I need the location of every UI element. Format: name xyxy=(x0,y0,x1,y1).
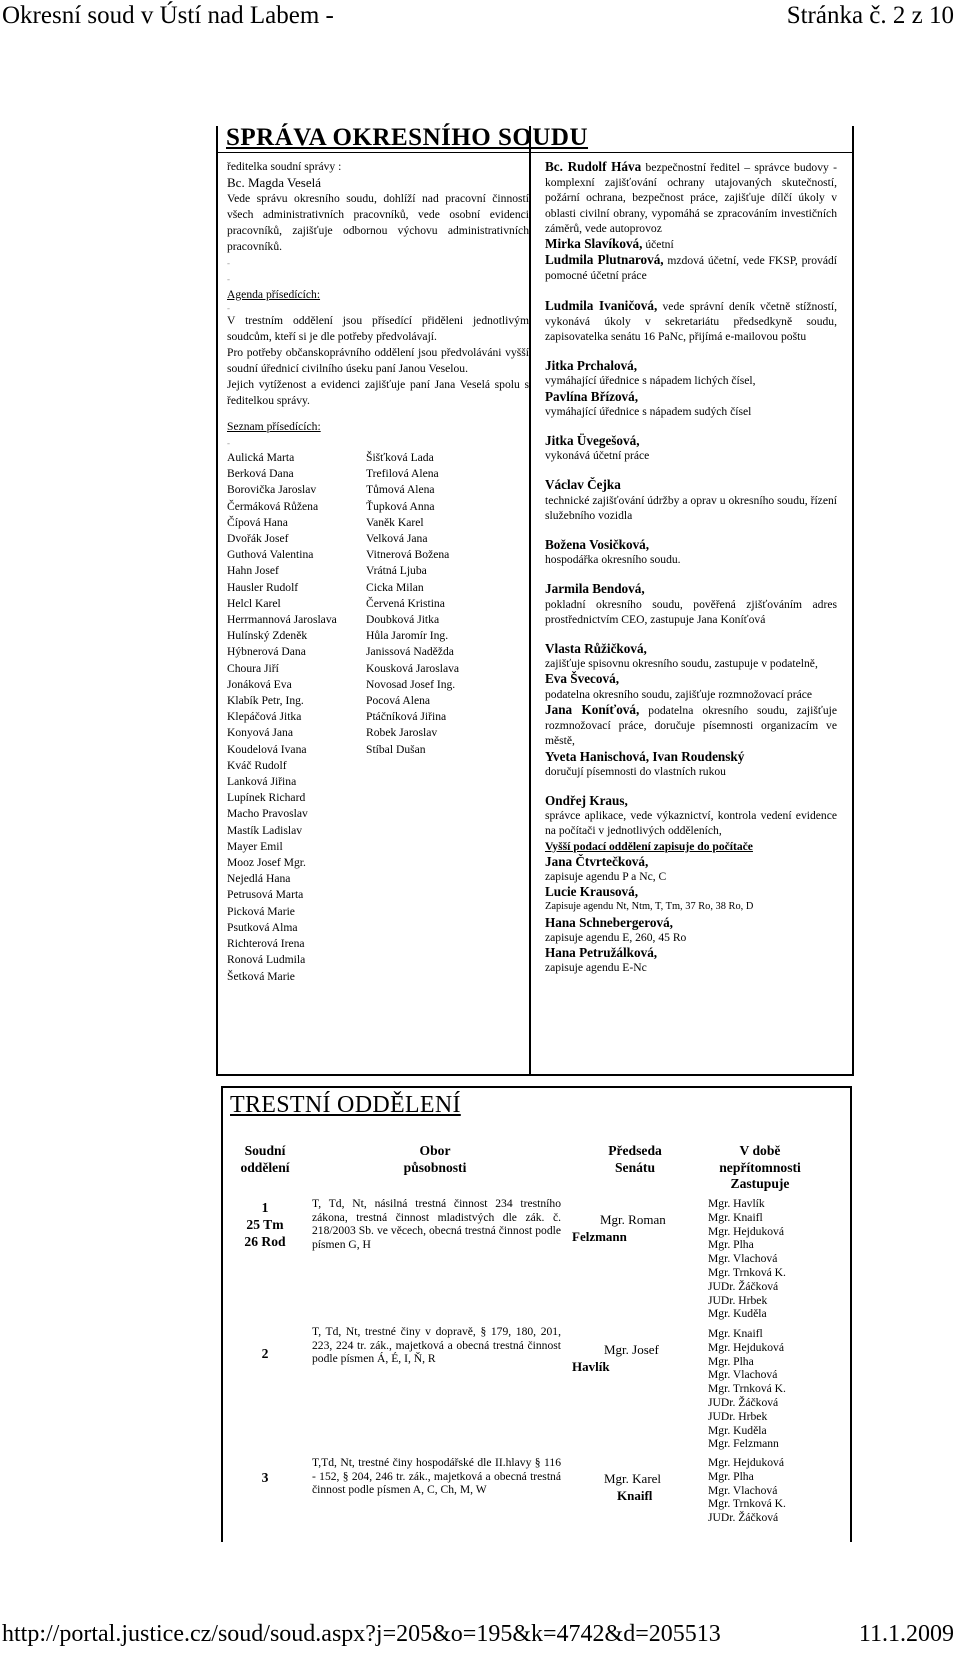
list-heading: Seznam přísedících: xyxy=(227,420,321,433)
assessor-name: Helcl Karel xyxy=(227,596,281,610)
assessor-name: Berková Dana xyxy=(227,467,294,481)
row1-scope: T, Td, Nt, násilná trestná činnost 234 trestního zákona, trestná činnost mladistvých dle zák. č. 218/2003 Sb. ve věcech, obecná trestná činnost podle písmen G, H xyxy=(312,1197,561,1251)
substitute-judge: Mgr. Felzmann xyxy=(708,1437,779,1451)
assessor-name: Tůmová Alena xyxy=(366,483,435,497)
assessor-name: Richterová Irena xyxy=(227,937,305,951)
staff-desc: zapisuje agendu P a Nc, C xyxy=(545,869,667,883)
substitute-judge: JUDr. Žáčková xyxy=(708,1279,779,1293)
assessor-name: Velková Jana xyxy=(366,532,428,546)
staff-name: Lucie Krausová, xyxy=(545,884,639,900)
substitute-judge: JUDr. Hrbek xyxy=(708,1409,768,1423)
staff-name: Jitka Prchalová, xyxy=(545,358,638,374)
substitute-judge: Mgr. Plha xyxy=(708,1469,754,1483)
substitute-judge: Mgr. Hejduková xyxy=(708,1340,784,1354)
assessor-name: Hýbnerová Dana xyxy=(227,645,306,659)
staff-name: Eva Švecová, xyxy=(545,671,619,687)
staff-desc: zajišťuje spisovnu okresního soudu, zastupuje v podatelně, xyxy=(545,657,818,671)
criminal-department-title: TRESTNÍ ODDĚLENÍ xyxy=(230,1092,461,1118)
staff-desc: mzdová účetní, vede FKSP, provádí pomocné účetní práce xyxy=(545,254,837,283)
administration-left-column xyxy=(227,159,529,451)
assessor-name: Mayer Emil xyxy=(227,839,283,853)
dash-line: - xyxy=(227,274,230,284)
footer-url: http://portal.justice.cz/soud/soud.aspx?j=205&o=195&k=4742&d=205513 xyxy=(2,1621,721,1647)
assessor-name: Guthová Valentina xyxy=(227,548,314,562)
assessor-name: Hulínský Zdeněk xyxy=(227,629,308,643)
staff-name: Ludmila Plutnarová, xyxy=(545,252,664,268)
assessors-list-col1 xyxy=(227,450,337,985)
staff-desc: technické zajišťování údržby a oprav u okresního soudu, řízení služebního vozidla xyxy=(545,493,837,522)
staff-desc: zapisuje agendu E, 260, 45 Ro xyxy=(545,930,687,944)
assessor-name: Hůla Jaromír Ing. xyxy=(366,629,449,643)
substitute-judge: Mgr. Plha xyxy=(708,1238,754,1252)
staff-name: Ondřej Kraus, xyxy=(545,792,628,808)
substitute-judge: Mgr. Trnková K. xyxy=(708,1382,786,1396)
substitute-judge: Mgr. Knaifl xyxy=(708,1327,763,1340)
staff-desc: vede správní deník včetně stížností, vykonává úkoly v sekretariátu předsedkyně soudu, zapisovatelka senátu 16 PaNc, přijímá e-mailovou poštu xyxy=(545,299,837,344)
assessor-name: Kousková Jaroslava xyxy=(366,661,460,675)
assessor-name: Čermáková Růžena xyxy=(227,499,319,513)
assessor-name: Macho Pravoslav xyxy=(227,807,308,821)
row1-chair: Mgr. Roman Felzmann xyxy=(572,1212,666,1244)
col-header-department: Soudní oddělení xyxy=(240,1143,290,1175)
assessor-name: Vaněk Karel xyxy=(366,515,424,529)
assessor-name: Dvořák Josef xyxy=(227,532,289,546)
assessor-name: Mooz Josef Mgr. xyxy=(227,856,306,870)
assessor-name: Konyová Jana xyxy=(227,726,294,740)
row1-substitutes xyxy=(708,1197,828,1321)
administration-title: SPRÁVA OKRESNÍHO SOUDU xyxy=(226,124,589,151)
assessor-name: Hahn Josef xyxy=(227,564,279,578)
administration-right-column xyxy=(545,159,837,975)
staff-name: Jana Čtvrtečková, xyxy=(545,853,649,869)
assessor-name: Mastík Ladislav xyxy=(227,823,303,837)
director-description: Vede správu okresního soudu, dohlíží nad pracovní činností všech administrativních pracovníků, vede osobní evidenci pracovníků, zajišťuje odbornou výchovu administrativních pracovníků. xyxy=(227,192,529,253)
staff-desc: podatelna okresního soudu, zajišťuje rozmnožovací práce xyxy=(545,687,813,701)
assessor-name: Picková Marie xyxy=(227,904,295,918)
assessor-name: Jonáková Eva xyxy=(227,677,292,691)
staff-desc: pokladní okresního soudu, pověřená zjišťováním adres prostřednictvím CEO, zastupuje Jana Koníťová xyxy=(545,597,837,626)
staff-name: Hana Schnebergerová, xyxy=(545,914,673,930)
agenda-paragraph: Pro potřeby občanskoprávního oddělení jsou předvoláváni vyšší soudní úřednicí civilního úseku paní Janou Veselou. xyxy=(227,346,529,375)
assessor-name: Novosad Josef Ing. xyxy=(366,677,456,691)
assessor-name: Koudelová Ivana xyxy=(227,742,307,756)
substitute-judge: JUDr. Žáčková xyxy=(708,1395,779,1409)
assessors-list-col2 xyxy=(366,450,459,758)
agenda-paragraph: V trestním oddělení jsou přísedící přiděleni jednotlivým soudcům, kteří si je dle potřeby předvolávají. xyxy=(227,314,529,343)
assessor-name: Lanková Jiřina xyxy=(227,775,297,789)
substitute-judge: Mgr. Kuděla xyxy=(708,1307,767,1321)
registry-heading: Vyšší podací oddělení zapisuje do počítače xyxy=(545,839,753,853)
assessor-name: Cicka Milan xyxy=(366,580,424,594)
substitute-judge: Mgr. Trnková K. xyxy=(708,1497,786,1511)
staff-name: Bc. Rudolf Háva xyxy=(545,159,642,174)
col-header-scope: Obor působnosti xyxy=(403,1143,467,1175)
assessor-name: Robek Jaroslav xyxy=(366,726,438,740)
staff-name: Jitka Üvegešová, xyxy=(545,433,640,449)
page-header xyxy=(0,0,960,34)
substitute-judge: Mgr. Knaifl xyxy=(708,1210,763,1224)
staff-name: Ludmila Ivaničová, xyxy=(545,297,658,313)
staff-name: Václav Čejka xyxy=(545,477,621,493)
assessor-name: Petrusová Marta xyxy=(227,888,304,902)
staff-desc: bezpečnostní ředitel – správce budovy - komplexní zajišťování ochrany utajovaných skutečností, požární ochrana, bezpečnost práce, zajišťuje dílčí úkoly v oblasti civilní obrany, vypomáhá se zpracováním investičních záměrů, vede autoprovoz xyxy=(545,161,837,235)
header-page-number: Stránka č. 2 z 10 xyxy=(786,2,954,29)
row2-scope: T, Td, Nt, trestné činy v dopravě, § 179, 180, 201, 223, 224 tr. zák., majetková a obecná trestná činnost podle písmen Á, É, I, Ň, R xyxy=(312,1325,561,1366)
assessor-name: Borovička Jaroslav xyxy=(227,483,317,497)
staff-desc: zapisuje agendu E-Nc xyxy=(545,961,647,975)
substitute-judge: Mgr. Kuděla xyxy=(708,1423,767,1437)
assessor-name: Doubková Jitka xyxy=(366,613,440,627)
substitute-judge: Mgr. Vlachová xyxy=(708,1368,778,1382)
assessor-name: Ronová Ludmila xyxy=(227,953,306,967)
page-footer xyxy=(0,1621,960,1655)
agenda-heading: Agenda přísedících: xyxy=(227,288,321,301)
header-court-name: Okresní soud v Ústí nad Labem - xyxy=(2,2,334,29)
substitute-judge: Mgr. Plha xyxy=(708,1354,754,1368)
assessor-name: Lupínek Richard xyxy=(227,791,306,805)
footer-date: 11.1.2009 xyxy=(858,1621,954,1647)
staff-name: Pavlína Břízová, xyxy=(545,388,639,404)
row3-scope: T,Td, Nt, trestné činy hospodářské dle II.hlavy § 116 - 152, § 204, 246 tr. zák., majetková a obecná trestná činnost podle písmen A, C, Ch, M, W xyxy=(312,1456,561,1497)
staff-desc: podatelna okresního soudu, zajišťuje rozmnožovací práce, doručuje písemnosti organizacím ve městě, xyxy=(545,703,837,748)
assessor-name: Hausler Rudolf xyxy=(227,580,299,594)
substitute-judge: Mgr. Trnková K. xyxy=(708,1265,786,1279)
row3-substitutes xyxy=(708,1456,828,1525)
row1-department: 1 25 Tm 26 Rod xyxy=(244,1200,286,1249)
row3-department: 3 xyxy=(261,1470,269,1485)
dash-line: - xyxy=(227,438,230,448)
assessor-name: Čípová Hana xyxy=(227,515,288,529)
assessor-name: Kváč Rudolf xyxy=(227,758,287,772)
assessor-name: Šišťková Lada xyxy=(366,451,434,464)
row2-chair: Mgr. Josef Havlík xyxy=(572,1342,659,1374)
substitute-judge: Mgr. Hejduková xyxy=(708,1224,784,1238)
substitute-judge: Mgr. Vlachová xyxy=(708,1252,778,1266)
row3-chair: Mgr. Karel Knaifl xyxy=(604,1471,662,1503)
substitute-judge: JUDr. Hrbek xyxy=(708,1293,768,1307)
dash-line: - xyxy=(227,303,230,313)
assessor-name: Vitnerová Božena xyxy=(366,548,450,562)
assessor-name: Stíbal Dušan xyxy=(366,742,426,756)
assessor-name: Herrmannová Jaroslava xyxy=(227,613,337,627)
staff-name: Vlasta Růžičková, xyxy=(545,641,647,657)
assessor-name: Aulická Marta xyxy=(227,451,295,464)
director-role: ředitelka soudní správy : xyxy=(227,160,342,173)
col-header-chair: Předseda Senátu xyxy=(608,1143,662,1175)
assessor-name: Ptáčníková Jiřina xyxy=(366,710,447,724)
substitute-judge: Mgr. Havlík xyxy=(708,1197,765,1210)
agenda-paragraph: Jejich vytíženost a evidenci zajišťuje paní Jana Veselá spolu s ředitelkou správy. xyxy=(227,378,529,407)
assessor-name: Šetková Marie xyxy=(227,969,295,983)
staff-desc: vymáhající úřednice s nápadem sudých čísel xyxy=(545,404,752,418)
staff-desc: vykonává účetní práce xyxy=(545,449,650,463)
director-name: Bc. Magda Veselá xyxy=(227,175,321,190)
assessor-name: Janissová Naděžda xyxy=(366,645,454,659)
row2-substitutes xyxy=(708,1327,828,1451)
assessor-name: Pocová Alena xyxy=(366,694,431,708)
staff-name: Božena Vosičková, xyxy=(545,537,650,553)
substitute-judge: Mgr. Hejduková xyxy=(708,1456,784,1469)
box-divider-middle xyxy=(529,126,531,1074)
assessor-name: Červená Kristina xyxy=(366,596,445,610)
assessor-name: Klabík Petr, Ing. xyxy=(227,694,304,708)
staff-desc: doručují písemnosti do vlastních rukou xyxy=(545,764,726,778)
staff-name: Hana Petružálková, xyxy=(545,944,658,960)
staff-desc: správce aplikace, vede výkaznictví, kontrola vedení evidence na počítači v jednotlivých odděleních, xyxy=(545,809,837,838)
staff-desc: účetní xyxy=(645,238,674,252)
col-header-substitute: V době nepřítomnosti Zastupuje xyxy=(719,1143,801,1191)
staff-desc: hospodářka okresního soudu. xyxy=(545,553,681,567)
substitute-judge: JUDr. Žáčková xyxy=(708,1511,779,1525)
assessor-name: Klepáčová Jitka xyxy=(227,710,302,724)
staff-name: Yveta Hanischová, Ivan Roudenský xyxy=(545,748,745,764)
substitute-judge: Mgr. Vlachová xyxy=(708,1483,778,1497)
staff-name: Jana Koníťová, xyxy=(545,701,640,717)
dash-line: - xyxy=(227,258,230,268)
assessor-name: Nejedlá Hana xyxy=(227,872,291,886)
assessor-name: Psutková Alma xyxy=(227,920,298,934)
staff-name: Jarmila Bendová, xyxy=(545,581,645,597)
staff-name: Mirka Slavíková, xyxy=(545,236,643,252)
assessor-name: Choura Jiří xyxy=(227,661,279,675)
box-divider-top xyxy=(218,152,852,153)
assessor-name: Trefilová Alena xyxy=(366,467,439,481)
staff-desc: Zapisuje agendu Nt, Ntm, T, Tm, 37 Ro, 38 Ro, D xyxy=(545,901,754,913)
row2-department: 2 xyxy=(261,1346,269,1361)
staff-desc: vymáhající úřednice s nápadem lichých čísel, xyxy=(545,374,756,388)
assessor-name: Ťupková Anna xyxy=(366,499,435,513)
assessor-name: Vrátná Ljuba xyxy=(366,564,427,578)
